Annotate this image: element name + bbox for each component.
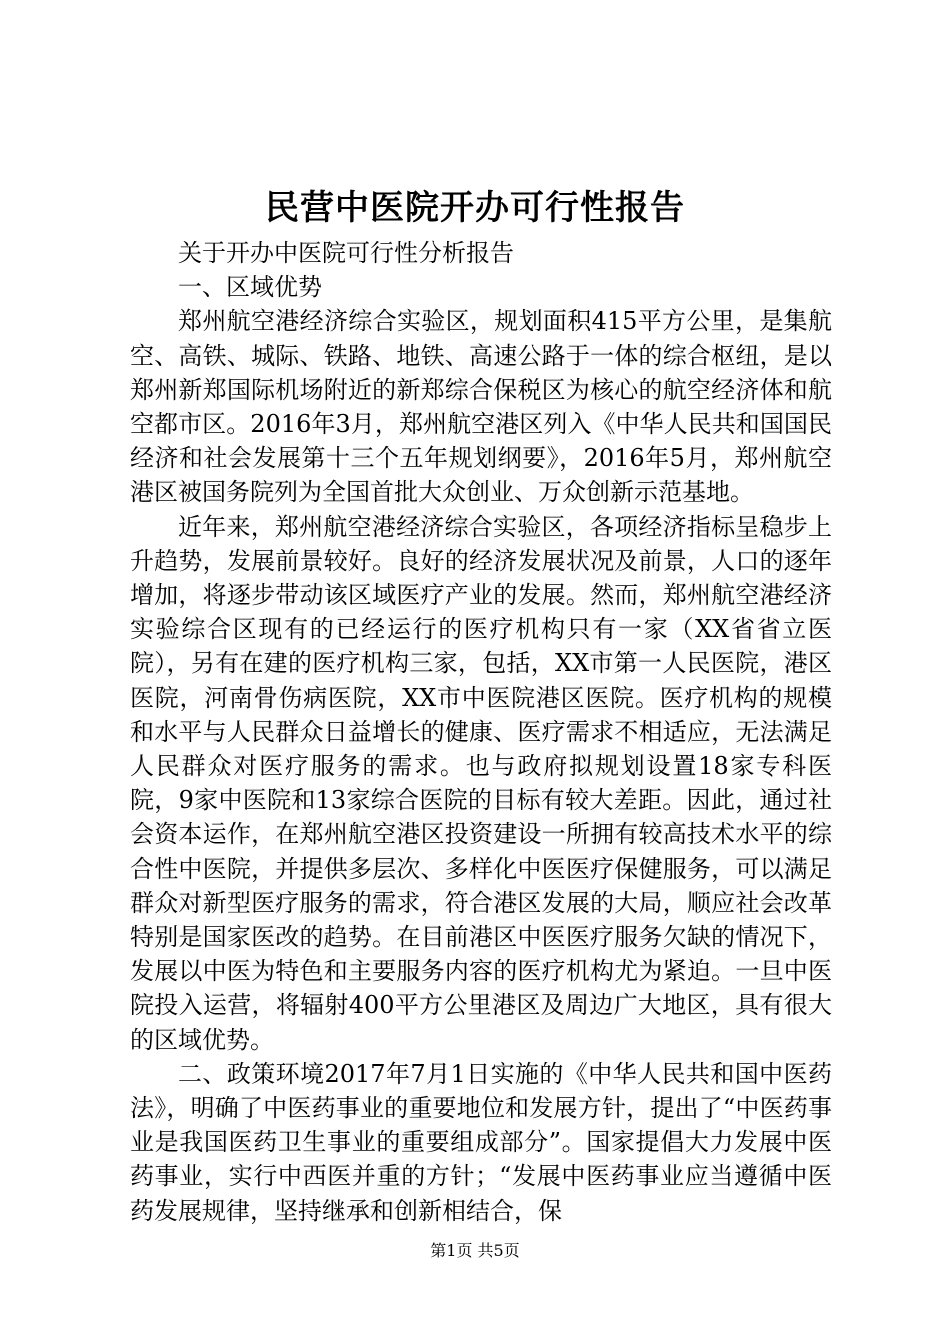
body-paragraph: 郑州航空港经济综合实验区，规划面积415平方公里，是集航空、高铁、城际、铁路、地铁、高速公路于一体的综合枢纽，是以郑州新郑国际机场附近的新郑综合保税区为核心的航空经济体和航空都市区。2016年3月，郑州航空港区列入《中华人民共和国国民经济和社会发展第十三个五年规划纲要》，2016年5月，郑州航空港区被国务院列为全国首批大众创业、万众创新示范基地。 xyxy=(130,307,832,507)
document-body xyxy=(130,236,832,1228)
body-paragraph: 近年来，郑州航空港经济综合实验区，各项经济指标呈稳步上升趋势，发展前景较好。良好的经济发展状况及前景，人口的逐年增加，将逐步带动该区域医疗产业的发展。然而，郑州航空港经济实验综合区现有的已经运行的医疗机构只有一家（XX省省立医院），另有在建的医疗机构三家，包括，XX市第一人民医院，港区医院，河南骨伤病医院，XX市中医院港区医院。医疗机构的规模和水平与人民群众日益增长的健康、医疗需求不相适应，无法满足人民群众对医疗服务的需求。也与政府拟规划设置18家专科医院，9家中医院和13家综合医院的目标有较大差距。因此，通过社会资本运作，在郑州航空港区投资建设一所拥有较高技术水平的综合性中医院，并提供多层次、多样化中医医疗保健服务，可以满足群众对新型医疗服务的需求，符合港区发展的大局，顺应社会改革特别是国家医改的趋势。在目前港区中医医疗服务欠缺的情况下，发展以中医为特色和主要服务内容的医疗机构尤为紧迫。一旦中医院投入运营，将辐射400平方公里港区及周边广大地区，具有很大的区域优势。 xyxy=(130,512,832,1054)
section-heading-regional-advantage: 一、区域优势 xyxy=(178,273,322,302)
report-subtitle: 关于开办中医院可行性分析报告 xyxy=(178,239,514,267)
page-number-footer: 第1页 共5页 xyxy=(430,1241,520,1260)
document-title: 民营中医院开办可行性报告 xyxy=(265,188,685,228)
body-paragraph: 二、政策环境2017年7月1日实施的《中华人民共和国中医药法》，明确了中医药事业的重要地位和发展方针，提出了“中医药事业是我国医药卫生事业的重要组成部分”。国家提倡大力发展中医药事业，实行中西医并重的方针；“发展中医药事业应当遵循中医药发展规律，坚持继承和创新相结合，保 xyxy=(130,1059,832,1225)
